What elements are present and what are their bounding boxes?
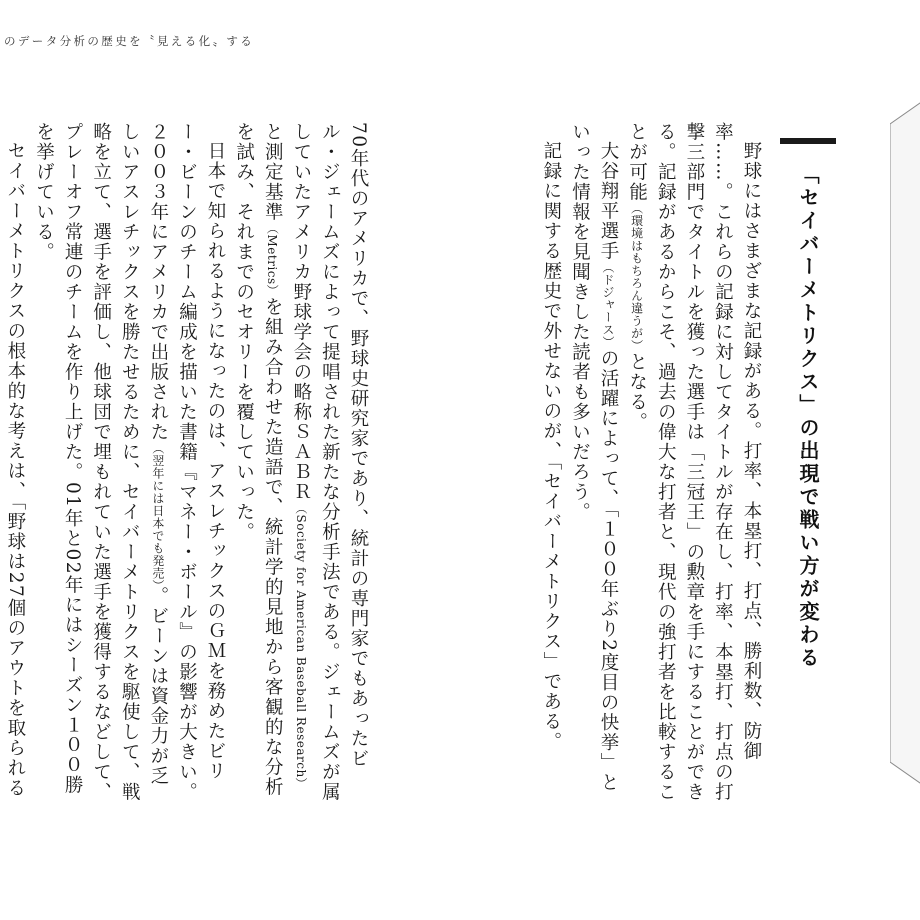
paragraph: [0, 122, 29, 802]
text-run-note: （翌年には日本でも発売）: [150, 442, 165, 586]
text-run: 記録に関する歴史で外せないのが、「セイバーメトリクス」である。: [540, 140, 562, 752]
text-run: 。ビーンは資金力が乏しいアスレチックスを勝たせるために、セイバーメトリクスを駆使して、戦略を立て、選手を評価し、他球団で埋もれていた選手を獲得するなどして、プレーオフ常連のチームを作り上げた。01年と02年にはシーズン１００勝を挙げている。: [33, 122, 169, 802]
text-run: を組み合わせた造語で、統計学的見地から客観的な分析を試み、それまでのセオリーを覆していった。: [233, 122, 284, 798]
chapter-tab-shape: [890, 96, 920, 790]
paragraph: [565, 122, 622, 802]
text-run: の活躍によって、「１００年ぶり2度目の快挙」といった情報を見聞きした読者も多いだろう。: [569, 122, 620, 793]
text-run-note: （Society for American Baseball Research）: [293, 502, 308, 791]
chapter-tab: [890, 96, 920, 790]
text-run-note: （環境はもちろん違うが）: [629, 202, 644, 352]
text-run: となる。: [626, 352, 648, 432]
paragraph: [229, 122, 372, 802]
body-text-lower: [0, 122, 372, 802]
text-run-note: （Metrics）: [265, 222, 280, 298]
paragraph: [29, 122, 229, 802]
body-text-upper: [540, 122, 765, 802]
text-run: と測定基準: [262, 122, 284, 222]
text-run: 野球にはさまざまな記録がある。打率、本塁打、打点、勝利数、防御率……。これらの記録に対してタイトルが存在し、打率、本塁打、打点の打撃三部門でタイトルを獲った選手は「三冠王」の勲章を手にすることができる。記録があるからこそ、過去の偉大な打者と、現代の強打者を比較することが可能: [626, 122, 762, 802]
text-run: 70年代のアメリカで、野球史研究家であり、統計の専門家でもあったビル・ジェームズによって提唱された新たな分析手法である。ジェームズが属していたアメリカ野球学会の略称ＳＡＢＲ: [290, 122, 369, 802]
text-run: セイバーメトリクスの根本的な考えは、「野球は27個のアウトを取られる: [4, 140, 26, 798]
paragraph: [622, 122, 765, 802]
text-run: 日本で知られるようになったのは、アスレチックスのＧＭを務めたビリー・ビーンのチーム編成を描いた書籍『マネー・ボール』の影響が大きい。２００３年にアメリカで出版された: [147, 122, 227, 802]
running-header: のデータ分析の歴史を〝見える化〟する: [4, 34, 255, 48]
text-run: 大谷翔平選手: [598, 140, 620, 261]
section-heading: 「セイバーメトリクス」の出現で戦い方が変わる: [796, 164, 820, 670]
paragraph: [536, 122, 565, 802]
text-run-note: （ドジャース）: [601, 260, 616, 348]
heading-rule: [780, 138, 836, 144]
